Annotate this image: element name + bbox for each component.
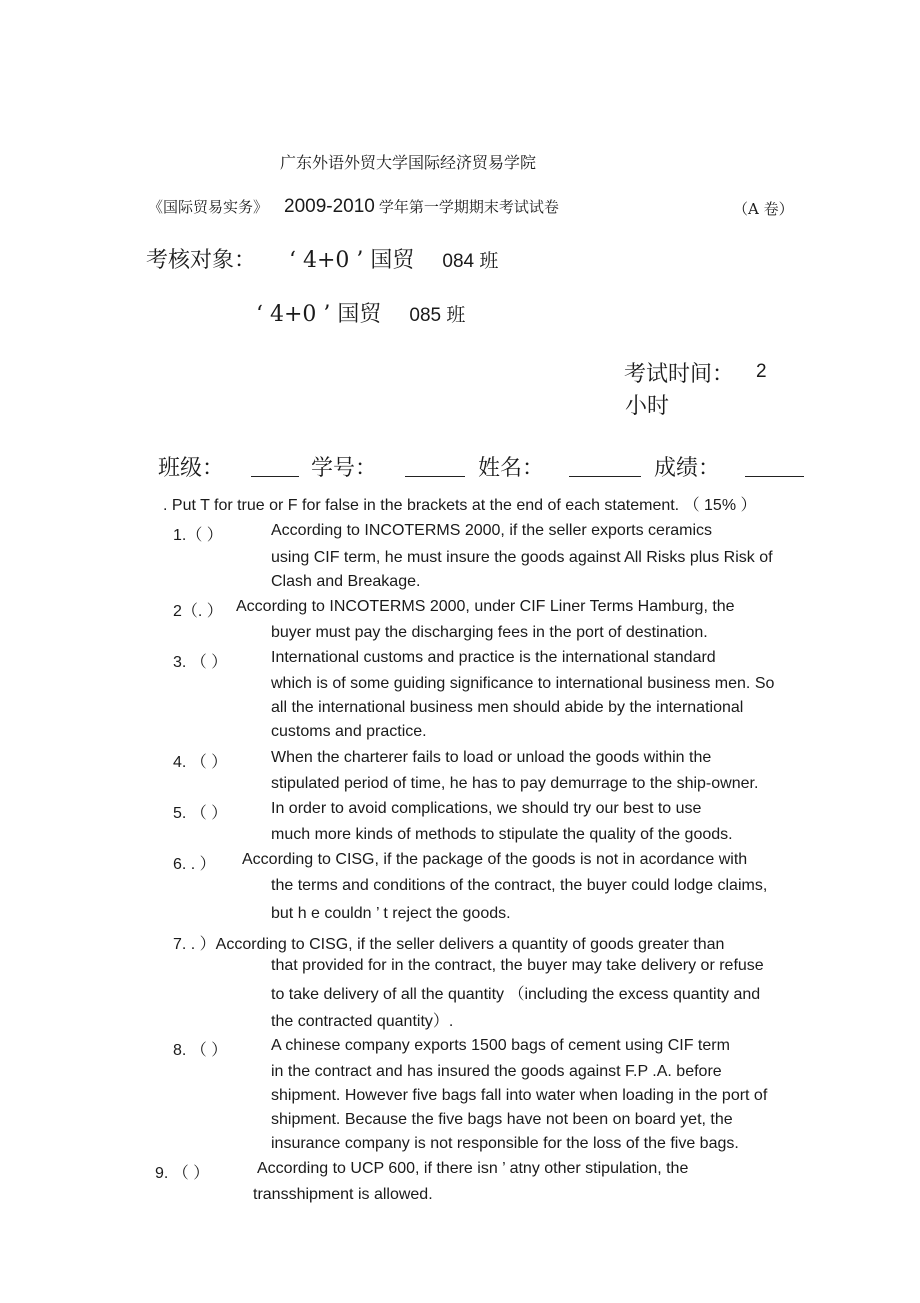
question-8-line: shipment. Because the five bags have not been on board yet, the — [271, 1111, 733, 1128]
question-7-line: to take delivery of all the quantity （including the excess quantity and — [271, 986, 761, 1003]
candidate-class-1-prefix: ‘ 4+0 ’ 国贸 — [289, 248, 415, 273]
candidate-class-2 — [256, 297, 465, 328]
question-9-number: 9. （ ） — [155, 1165, 210, 1182]
class-label: 班级： — [158, 456, 225, 481]
exam-time-label: 考试时间： — [624, 362, 735, 387]
name-label: 姓名： — [478, 456, 545, 481]
question-8-line: in the contract and has insured the goods against F.P .A. before — [271, 1063, 722, 1080]
academic-year: 2009-2010 — [284, 196, 375, 217]
question-1-line: According to INCOTERMS 2000, if the seller exports ceramics — [271, 522, 713, 539]
section-instruction: . Put T for true or F for false in the brackets at the end of each statement. （ 15% ） — [163, 497, 757, 514]
question-6-number: 6. . ） — [173, 856, 216, 873]
question-2-line: According to INCOTERMS 2000, under CIF Liner Terms Hamburg, the — [236, 598, 735, 615]
score-label: 成绩： — [654, 456, 721, 481]
exam-time-unit: 小时 — [625, 394, 670, 419]
question-5-line: In order to avoid complications, we should try our best to use — [271, 800, 702, 817]
question-8-line: shipment. However five bags fall into water when loading in the port of — [271, 1087, 768, 1104]
exam-description: 学年第一学期期末考试试卷 — [378, 198, 559, 216]
question-1-line: Clash and Breakage. — [271, 573, 421, 590]
question-5-number: 5. （ ） — [173, 805, 228, 822]
question-6-line: the terms and conditions of the contract, the buyer could lodge claims, — [271, 877, 768, 894]
question-6-line: but h e couldn ’ t reject the goods. — [271, 905, 511, 922]
question-3-line: customs and practice. — [271, 723, 427, 740]
question-7-line: the contracted quantity）. — [271, 1013, 454, 1030]
course-name: 《国际贸易实务》 — [148, 198, 269, 216]
question-1-number: 1.（ ） — [173, 527, 223, 544]
question-7-line: that provided for in the contract, the buyer may take delivery or refuse — [271, 957, 764, 974]
question-3-line: which is of some guiding significance to international business men. So — [271, 675, 775, 692]
candidates-label: 考核对象： — [146, 248, 257, 273]
exam-title — [148, 196, 559, 218]
question-7-number: 7. . ）According to CISG, if the seller delivers a quantity of goods greater than — [173, 936, 725, 953]
candidate-class-1 — [289, 243, 498, 274]
question-1-line: using CIF term, he must insure the goods against All Risks plus Risk of — [271, 549, 773, 566]
question-9-line: According to UCP 600, if there isn ’ atny other stipulation, the — [257, 1160, 689, 1177]
question-8-number: 8. （ ） — [173, 1042, 228, 1059]
student-id-blank[interactable] — [405, 452, 465, 477]
question-5-line: much more kinds of methods to stipulate the quality of the goods. — [271, 826, 733, 843]
question-8-line: insurance company is not responsible for the loss of the five bags. — [271, 1135, 739, 1152]
class-blank[interactable] — [251, 452, 299, 477]
question-4-line: When the charterer fails to load or unload the goods within the — [271, 749, 712, 766]
score-blank[interactable] — [745, 452, 804, 477]
exam-time-value: 2 — [756, 361, 767, 382]
question-3-line: International customs and practice is the international standard — [271, 649, 716, 666]
name-blank[interactable] — [569, 452, 641, 477]
question-2-line: buyer must pay the discharging fees in the port of destination. — [271, 624, 708, 641]
candidate-class-2-prefix: ‘ 4+0 ’ 国贸 — [256, 302, 382, 327]
question-9-line: transshipment is allowed. — [253, 1186, 433, 1203]
question-8-line: A chinese company exports 1500 bags of cement using CIF term — [271, 1037, 730, 1054]
question-4-number: 4. （ ） — [173, 754, 228, 771]
candidate-class-2-number: 085 班 — [409, 305, 466, 326]
question-3-number: 3. （ ） — [173, 654, 228, 671]
question-3-line: all the international business men should abide by the international — [271, 699, 744, 716]
paper-type: （A 卷） — [733, 200, 794, 218]
question-6-line: According to CISG, if the package of the goods is not in acordance with — [242, 851, 748, 868]
school-name: 广东外语外贸大学国际经济贸易学院 — [280, 153, 537, 172]
question-4-line: stipulated period of time, he has to pay demurrage to the ship-owner. — [271, 775, 759, 792]
candidate-class-1-number: 084 班 — [442, 251, 499, 272]
student-id-label: 学号： — [311, 456, 378, 481]
question-2-number: 2（. ） — [173, 603, 223, 620]
